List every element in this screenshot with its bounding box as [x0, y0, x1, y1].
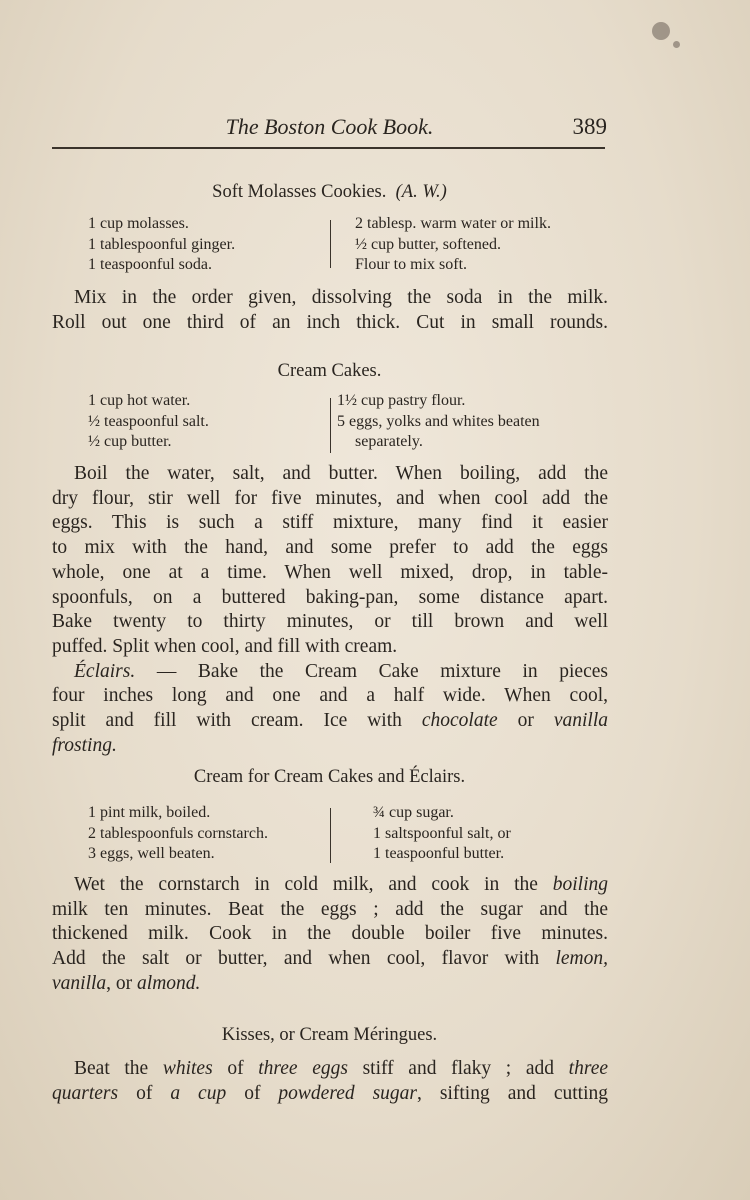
ingredient: 5 eggs, yolks and whites beaten	[337, 412, 540, 430]
text-line	[52, 709, 608, 734]
ingredient: 1 tablespoonful ginger.	[88, 235, 236, 253]
column-divider	[330, 808, 331, 863]
column-divider	[330, 220, 331, 268]
ingredient: 1 saltspoonful salt, or	[373, 824, 511, 842]
text-run: of	[212, 1058, 259, 1079]
ingredient-list-right	[373, 803, 511, 865]
recipe-title: Cream for Cream Cakes and Éclairs.	[193, 767, 466, 787]
ingredient: 1 cup hot water.	[88, 392, 191, 409]
text-line: Boil the water, salt, and butter. When boiling, add the	[74, 463, 608, 484]
text-line: Mix in the order given, dissolving the soda in the milk.	[74, 287, 608, 308]
text-run: three eggs	[258, 1058, 348, 1079]
ingredient: 1 teaspoonful soda.	[88, 256, 212, 273]
recipe-directions	[52, 1057, 608, 1106]
text-line: Bake twenty to thirty minutes, or till brown and well	[52, 611, 608, 633]
ingredient: ½ cup butter, softened.	[355, 235, 501, 253]
text-line	[52, 660, 608, 685]
text-run: quarters	[52, 1082, 119, 1104]
ingredient: 2 tablespoonfuls cornstarch.	[88, 824, 268, 842]
text-run: three	[568, 1058, 608, 1079]
text-run: stiff and flaky ; add	[347, 1058, 569, 1079]
text-run: Wet the cornstarch in cold milk, and cook in the	[74, 874, 553, 895]
ingredient: 1 cup molasses.	[88, 215, 189, 232]
text-line	[52, 947, 608, 972]
book-title: The Boston Cook Book.	[225, 114, 434, 139]
ingredient-list-right	[355, 214, 551, 276]
text-line: thickened milk. Cook in the double boiler five minutes.	[52, 923, 608, 945]
text-line: puffed. Split when cool, and fill with cream.	[52, 635, 398, 657]
recipe-heading	[52, 1025, 607, 1046]
text-run: of	[226, 1082, 279, 1104]
recipe-directions	[52, 462, 608, 758]
text-run: frosting.	[52, 734, 117, 756]
text-run: of	[118, 1082, 171, 1104]
recipe-title: Cream Cakes.	[277, 361, 382, 381]
recipe-title: Kisses, or Cream Méringues.	[221, 1025, 438, 1045]
recipe-heading	[52, 361, 607, 382]
recipe-attribution: (A. W.)	[395, 182, 447, 202]
ingredient: 2 tablesp. warm water or milk.	[355, 215, 551, 232]
text-line	[52, 1082, 608, 1107]
text-run: vanilla	[553, 710, 608, 732]
page-number: 389	[572, 114, 607, 139]
text-line	[52, 972, 608, 997]
text-run: lemon,	[555, 948, 608, 970]
recipe-directions	[52, 873, 608, 997]
ingredient: Flour to mix soft.	[355, 256, 468, 273]
recipe-title: Soft Molasses Cookies.	[212, 182, 387, 202]
text-run: chocolate	[421, 710, 498, 732]
ingredient: separately.	[355, 433, 423, 450]
text-run: — Bake the Cream Cake mixture in pieces	[135, 660, 608, 682]
ingredient-list-right	[337, 391, 540, 453]
column-divider	[330, 398, 331, 453]
recipe-directions	[52, 286, 608, 335]
text-run: boiling	[552, 874, 608, 895]
text-run: Beat the	[74, 1058, 163, 1079]
eclairs-label: Éclairs.	[74, 660, 136, 682]
ingredient: 1 pint milk, boiled.	[88, 804, 211, 821]
text-line: four inches long and one and a half wide. When cool,	[52, 685, 608, 707]
text-line: eggs. This is such a stiff mixture, many find it easier	[52, 512, 608, 534]
ingredient-list-left	[88, 391, 209, 453]
text-line	[52, 734, 608, 759]
text-run: Add the salt or butter, and when cool, flavor with	[52, 948, 556, 970]
text-run: powdered sugar	[278, 1082, 418, 1104]
text-run: a cup	[170, 1082, 227, 1104]
ingredient: 3 eggs, well beaten.	[88, 845, 215, 862]
text-run: split and fill with cream. Ice with	[52, 710, 422, 732]
recipe-heading	[52, 182, 607, 203]
ingredient: ¾ cup sugar.	[373, 804, 454, 821]
text-run: or	[497, 710, 554, 732]
text-line	[52, 873, 608, 898]
ingredient-list-left	[88, 214, 235, 276]
text-line: Roll out one third of an inch thick. Cut in small rounds.	[52, 311, 608, 333]
text-line: whole, one at a time. When well mixed, drop, in table-	[52, 561, 608, 583]
text-run: , sifting and cutting	[417, 1082, 608, 1104]
text-line	[52, 1057, 608, 1082]
text-run: almond.	[137, 972, 201, 994]
ingredient: ½ cup butter.	[88, 433, 172, 450]
text-line: milk ten minutes. Beat the eggs ; add the sugar and the	[52, 898, 608, 920]
recipe-heading	[52, 767, 607, 788]
ingredient-list-left	[88, 803, 268, 865]
text-run: vanilla	[52, 972, 107, 994]
ink-spot	[652, 22, 670, 40]
ingredient: ½ teaspoonful salt.	[88, 412, 209, 430]
running-header	[52, 110, 607, 144]
text-line: dry flour, stir well for five minutes, and when cool add the	[52, 487, 608, 509]
header-rule	[52, 147, 605, 149]
text-line: to mix with the hand, and some prefer to add the eggs	[52, 537, 608, 559]
ingredient: 1 teaspoonful butter.	[373, 845, 505, 862]
text-run: , or	[106, 972, 138, 994]
text-run: whites	[162, 1058, 213, 1079]
text-line: spoonfuls, on a buttered baking-pan, some distance apart.	[52, 586, 608, 608]
ink-spot	[673, 41, 680, 48]
ingredient: 1½ cup pastry flour.	[337, 392, 466, 409]
